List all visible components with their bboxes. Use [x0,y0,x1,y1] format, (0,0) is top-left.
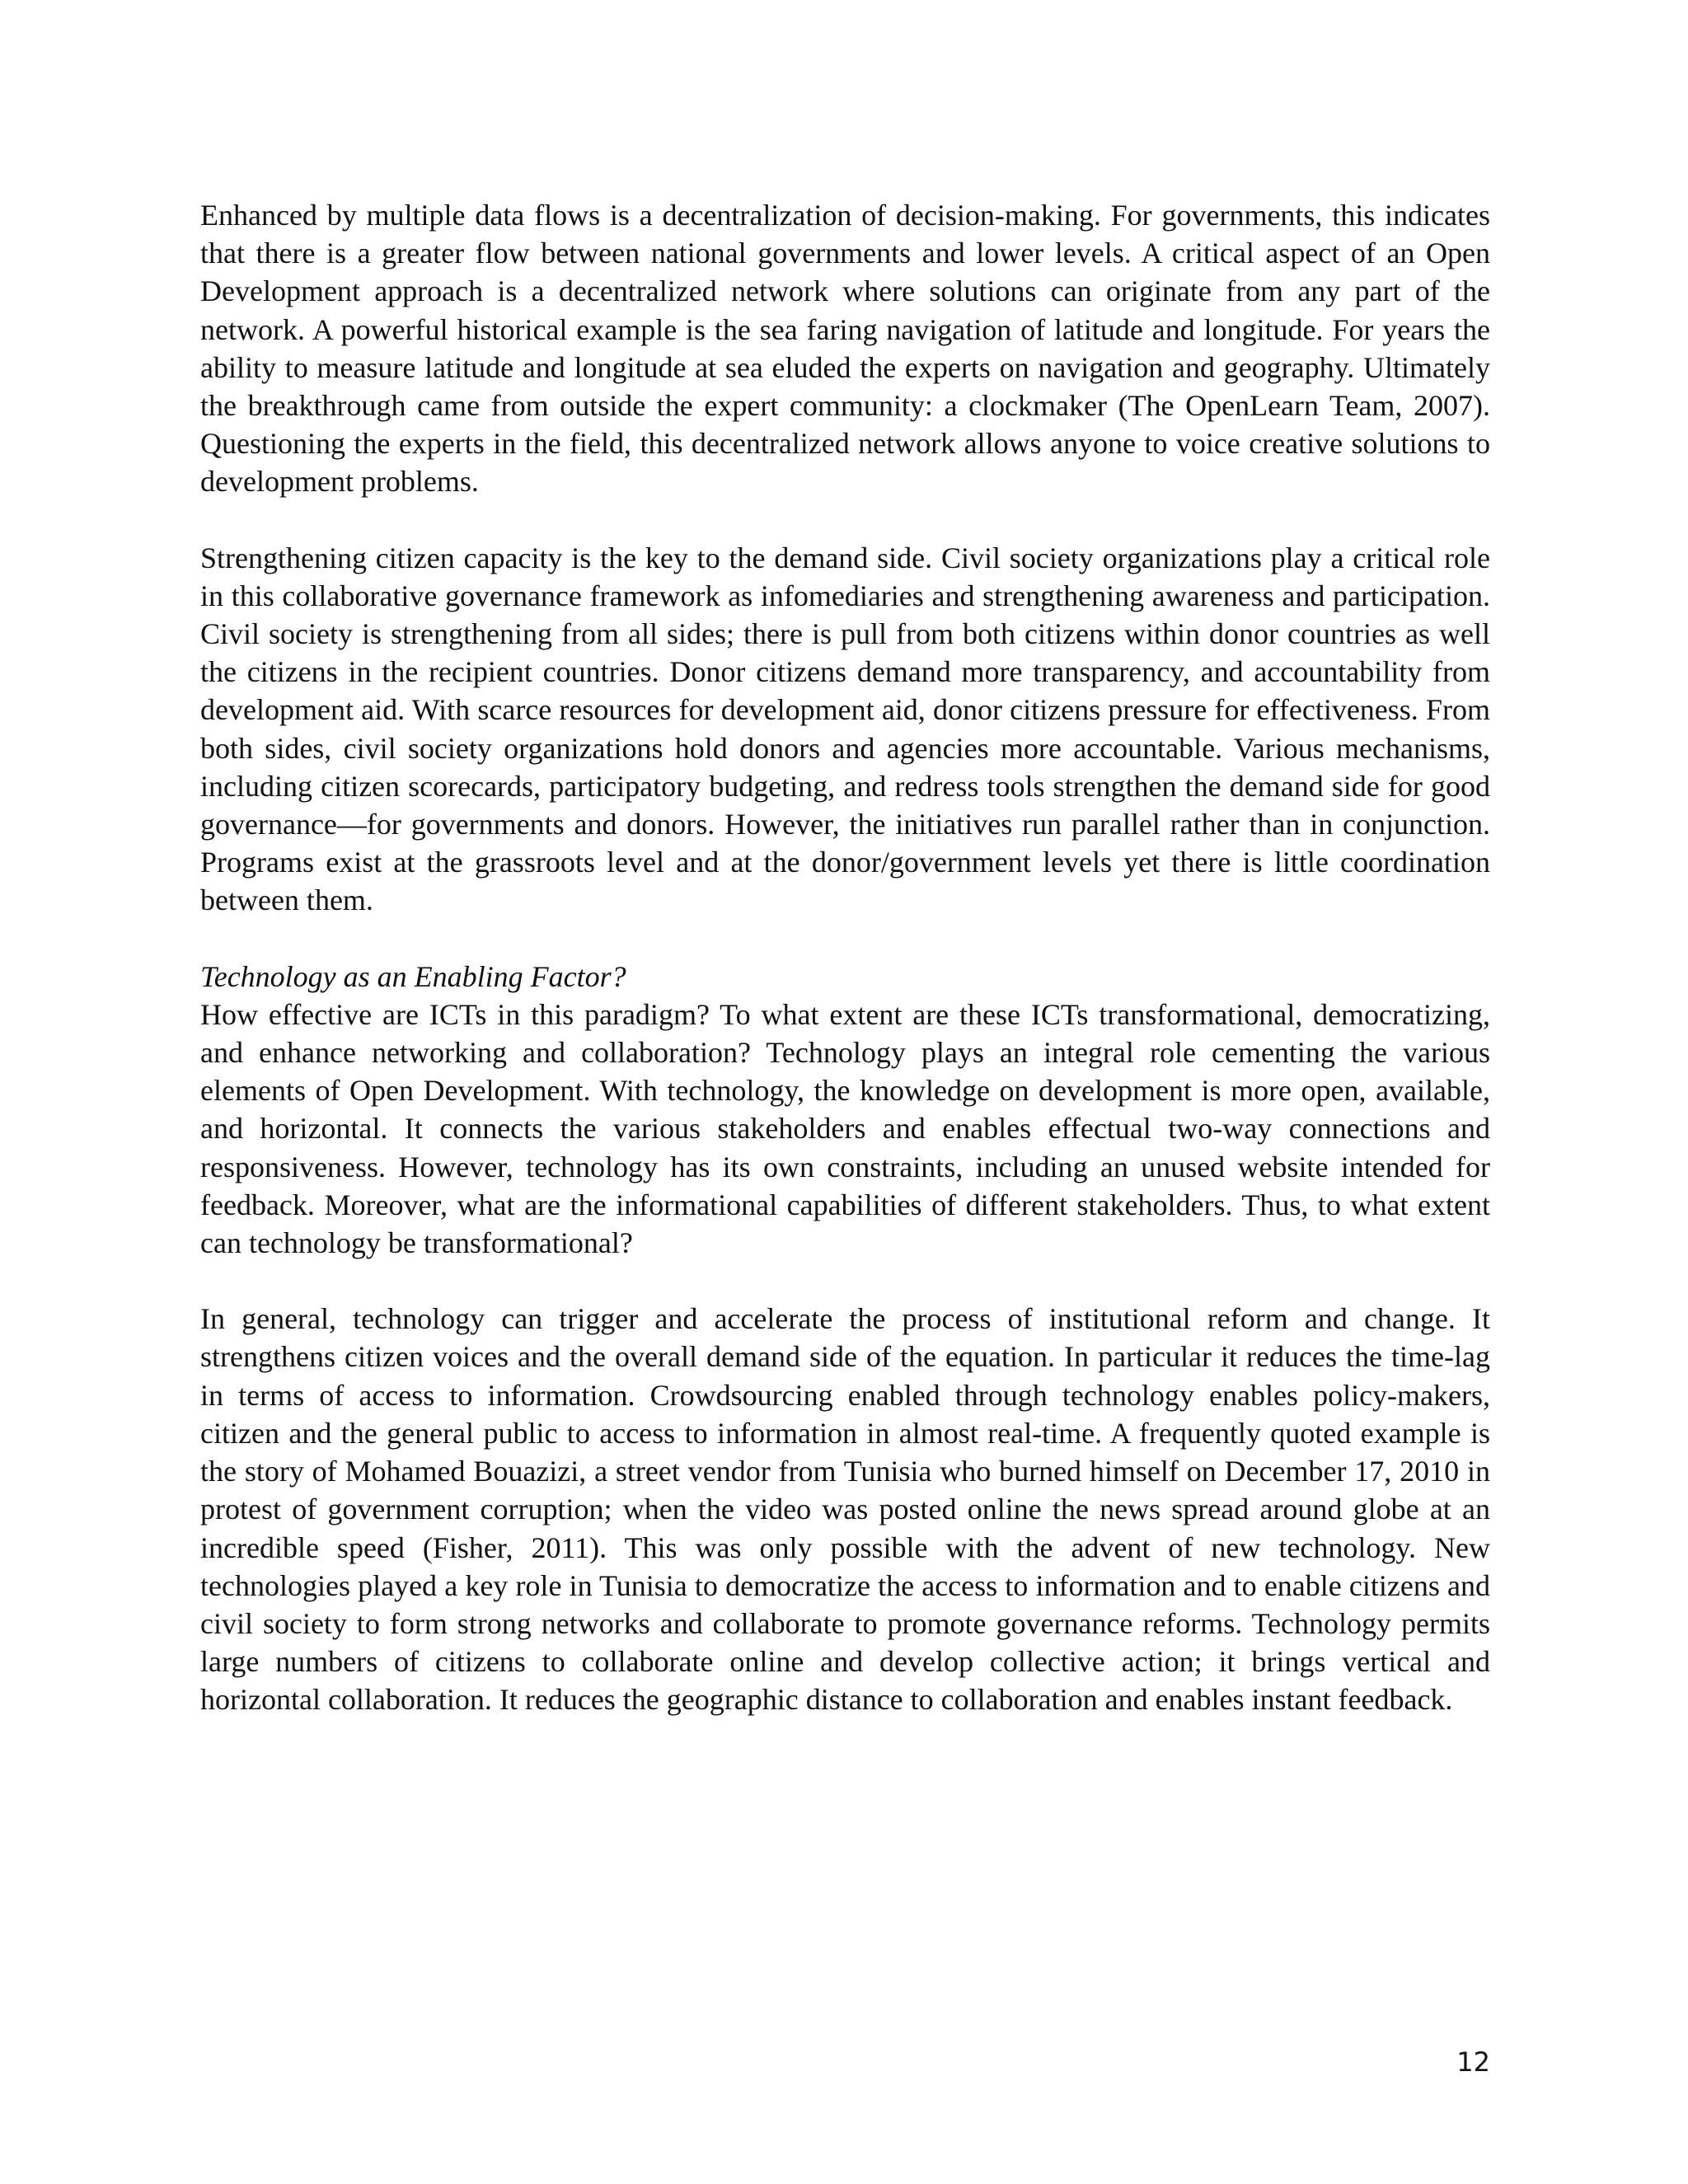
section-heading: Technology as an Enabling Factor? [200,959,626,993]
paragraph-technology-reform: In general, technology can trigger and accelerate the process of institutional reform and change. It strengthens citizen voices and the overall demand side of the equation. In particular it reduces the time-lag in terms of access to information. Crowdsourcing enabled through technology enables policy-makers, citizen and the general public to access to information in almost real-time. A frequently quoted example is the story of Mohamed Bouazizi, a street vendor from Tunisia who burned himself on December 17, 2010 in protest of government corruption; when the video was posted online the news spread around globe at an incredible speed (Fisher, 2011). This was only possible with the advent of new technology. New technologies played a key role in Tunisia to democratize the access to information and to enable citizens and civil society to form strong networks and collaborate to promote governance reforms. Technology permits large numbers of citizens to collaborate online and develop collective action; it brings vertical and horizontal collaboration. It reduces the geographic distance to collaboration and enables instant feedback. [200,1302,1490,1717]
document-body [200,196,1490,1719]
paragraph-citizen-capacity: Strengthening citizen capacity is the key to the demand side. Civil society organizations play a critical role in this collaborative governance framework as infomediaries and strengthening awareness and participation. Civil society is strengthening from all sides; there is pull from both citizens within donor countries as well the citizens in the recipient countries. Donor citizens demand more transparency, and accountability from development aid. With scarce resources for development aid, donor citizens pressure for effectiveness. From both sides, civil society organizations hold donors and agencies more accountable. Various mechanisms, including citizen scorecards, participatory budgeting, and redress tools strengthen the demand side for good governance—for governments and donors. However, the initiatives run parallel rather than in conjunction. Programs exist at the grassroots level and at the donor/government levels yet there is little coordination between them. [200,541,1490,917]
paragraph-ict-effectiveness: How effective are ICTs in this paradigm? To what extent are these ICTs transformational, democratizing, and enhance networking and collaboration? Technology plays an integral role cementing the various elements of Open Development. With technology, the knowledge on development is more open, available, and horizontal. It connects the various stakeholders and enables effectual two-way connections and responsiveness. However, technology has its own constraints, including an unused website intended for feedback. Moreover, what are the informational capabilities of different stakeholders. Thus, to what extent can technology be transformational? [200,997,1490,1260]
page-number: 12 [1456,2046,1490,2078]
paragraph-decentralization: Enhanced by multiple data flows is a decentralization of decision-making. For governments, this indicates that there is a greater flow between national governments and lower levels. A critical aspect of an Open Development approach is a decentralized network where solutions can originate from any part of the network. A powerful historical example is the sea faring navigation of latitude and longitude. For years the ability to measure latitude and longitude at sea eluded the experts on navigation and geography. Ultimately the breakthrough came from outside the expert community: a clockmaker (The OpenLearn Team, 2007). Questioning the experts in the field, this decentralized network allows anyone to voice creative solutions to development problems. [200,199,1490,499]
